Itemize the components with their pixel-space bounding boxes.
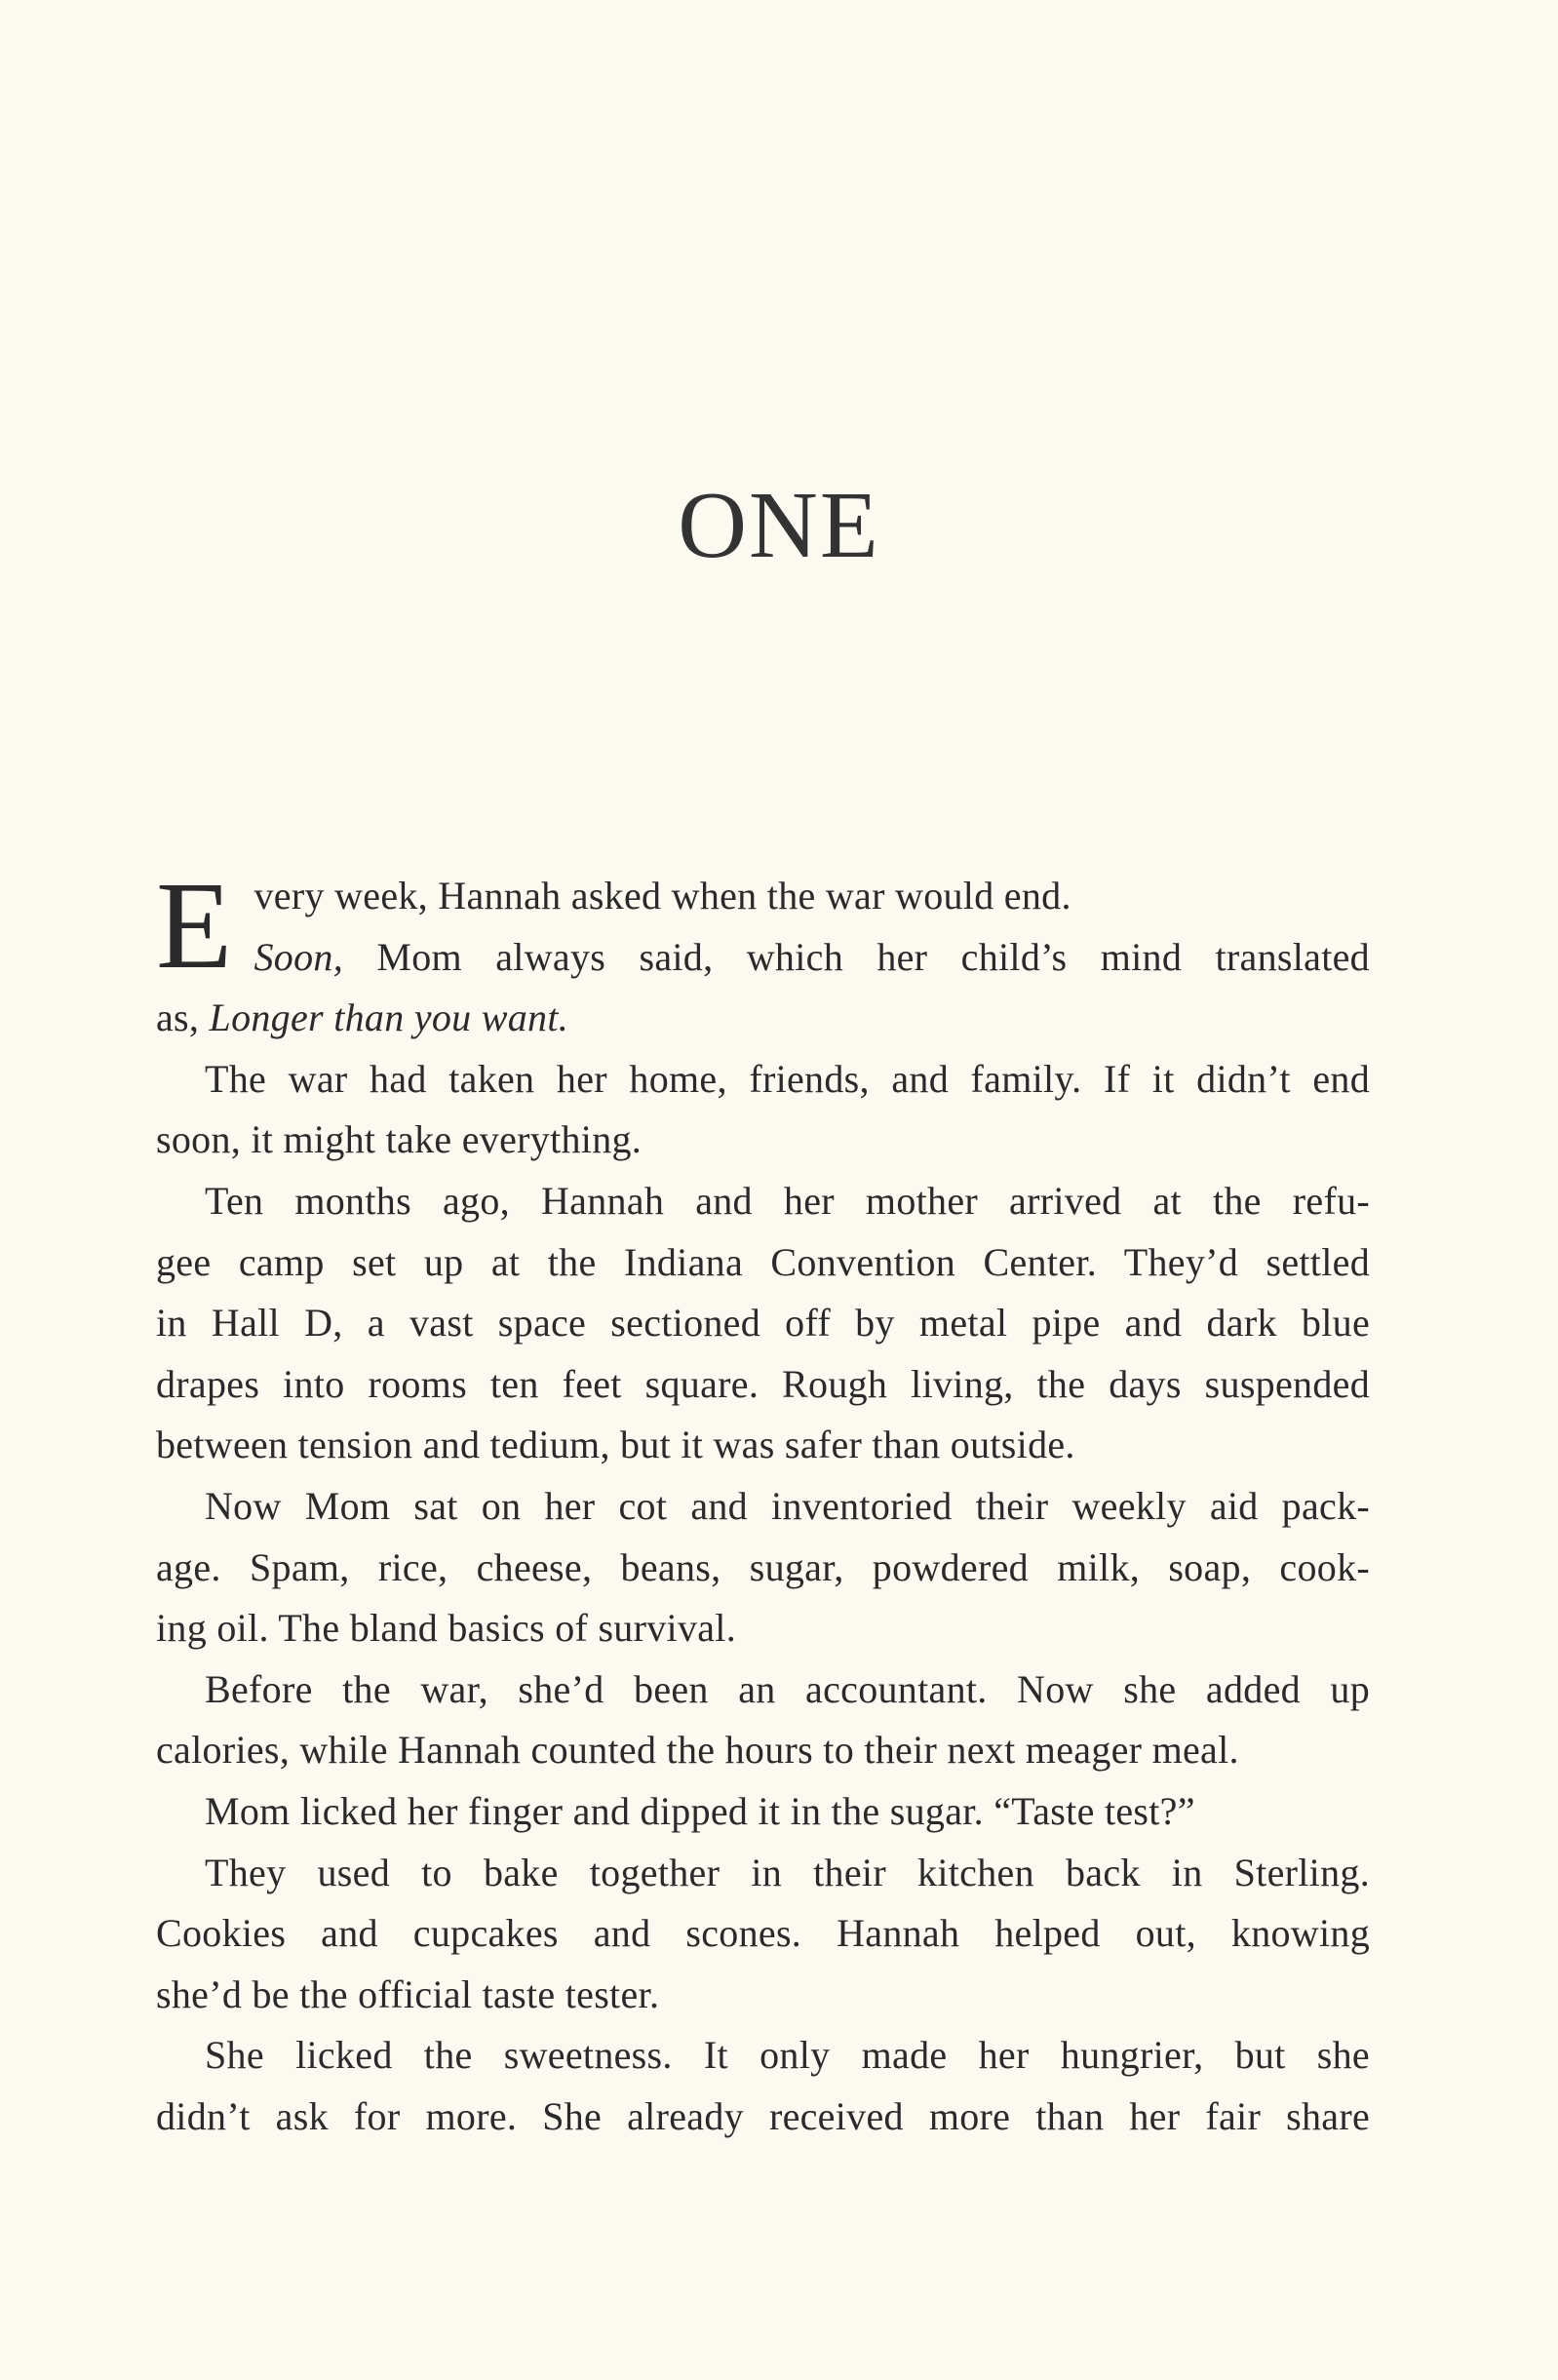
text-line: Mom licked her finger and dipped it in the sugar. “Taste test?” [205, 1788, 1195, 1833]
chapter-title: ONE [678, 473, 880, 578]
paragraph-1 [156, 856, 1370, 1049]
paragraph-3 [156, 1171, 1370, 1476]
text-line: ing oil. The bland basics of survival. [156, 1606, 737, 1651]
text-line: she’d be the official taste tester. [156, 1971, 660, 2016]
chapter-body [156, 856, 1370, 2147]
italic-text: Soon, [253, 934, 343, 979]
text-line: very week, Hannah asked when the war would end. [253, 874, 1071, 917]
drop-cap: E [156, 856, 233, 995]
text-line: She licked the sweetness. It only made her hungrier, but she [205, 2033, 1370, 2078]
paragraph-6 [156, 1781, 1370, 1843]
text-line: They used to bake together in their kitchen back in Sterling. [205, 1850, 1370, 1894]
text-line: calories, while Hannah counted the hours to their next meager meal. [156, 1728, 1239, 1773]
text-line: didn’t ask for more. She already received more than her fair share [156, 2093, 1370, 2138]
paragraph-7 [156, 1843, 1370, 2026]
paragraph-2 [156, 1049, 1370, 1171]
text-line: between tension and tedium, but it was safer than outside. [156, 1423, 1075, 1467]
text-span: Mom always said, which her child’s mind translated [343, 934, 1370, 979]
text-line: Cookies and cupcakes and scones. Hannah helped out, knowing [156, 1911, 1370, 1956]
text-line: The war had taken her home, friends, and family. If it didn’t end [205, 1056, 1370, 1101]
text-line: Before the war, she’d been an accountant. Now she added up [205, 1666, 1370, 1711]
text-line [156, 988, 1370, 1049]
text-span: as, [156, 995, 210, 1040]
text-line [156, 927, 1370, 989]
text-line: age. Spam, rice, cheese, beans, sugar, powdered milk, soap, cook- [156, 1544, 1370, 1589]
paragraph-8 [156, 2025, 1370, 2147]
text-line: soon, it might take everything. [156, 1117, 643, 1162]
paragraph-4 [156, 1476, 1370, 1659]
text-line: gee camp set up at the Indiana Convention Center. They’d settled [156, 1239, 1370, 1284]
text-line: Ten months ago, Hannah and her mother arrived at the refu- [205, 1178, 1370, 1223]
text-line: in Hall D, a vast space sectioned off by metal pipe and dark blue [156, 1301, 1370, 1346]
text-line: drapes into rooms ten feet square. Rough living, the days suspended [156, 1361, 1370, 1406]
italic-text: Longer than you want. [209, 995, 569, 1040]
paragraph-5 [156, 1659, 1370, 1781]
text-line: Now Mom sat on her cot and inventoried their weekly aid pack- [205, 1483, 1370, 1528]
